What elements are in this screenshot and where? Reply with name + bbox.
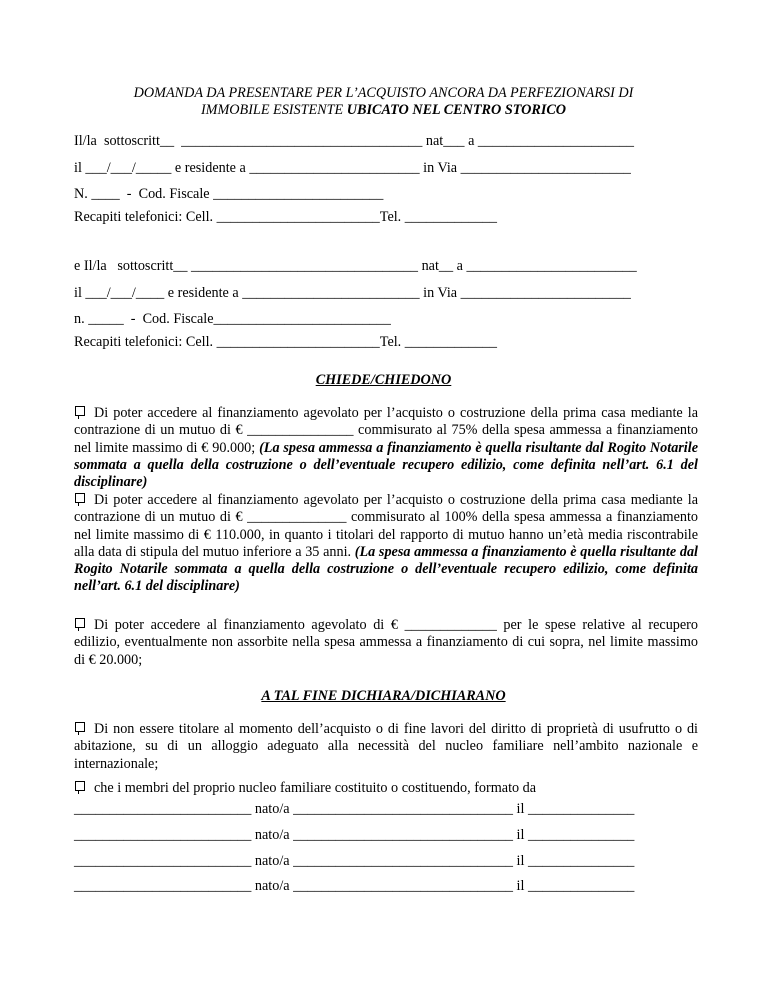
applicant2-fiscal-code-line[interactable]: n. _____ - Cod. Fiscale_________________________ bbox=[74, 311, 391, 327]
applicant1-birth-residence-line[interactable]: il ___/___/_____ e residente a ________________________ in Via ________________________ bbox=[74, 160, 631, 176]
declare-item-family bbox=[74, 780, 698, 797]
title-line-2 bbox=[74, 102, 693, 119]
title-line-2-normal: IMMOBILE ESISTENTE bbox=[200, 102, 347, 118]
family-member-row[interactable]: _________________________ nato/a _______________________________ il _______________ bbox=[74, 801, 635, 817]
request-option-75-text: Di poter accedere al finanziamento agevolato per l’acquisto o costruzione della prima casa mediante la contrazione di un mutuo di € _______________ commisurato al 75% della spesa ammessa a finanziamento nel limite massimo di € 90.000; bbox=[74, 405, 698, 456]
checkbox-icon[interactable] bbox=[75, 722, 85, 732]
declare-heading: A TAL FINE DICHIARA/DICHIARANO bbox=[261, 688, 506, 704]
title-line-2-bold: UBICATO NEL CENTRO STORICO bbox=[346, 102, 567, 118]
checkbox-icon[interactable] bbox=[75, 618, 85, 628]
request-option-renovation-text: Di poter accedere al finanziamento agevolato di € _____________ per le spese relative al recupero edilizio, eventualmente non assorbite nella spesa ammessa a finanziamento di cui sopra, nel limite massimo di € 20.000; bbox=[74, 617, 698, 668]
applicant1-fiscal-code-line[interactable]: N. ____ - Cod. Fiscale ________________________ bbox=[74, 186, 384, 202]
family-member-row[interactable]: _________________________ nato/a _______________________________ il _______________ bbox=[74, 878, 635, 894]
request-option-75-note: (La spesa ammessa a finanziamento è quella risultante dal Rogito Notarile sommata a quella della costruzione o dell’eventuale recupero edilizio, come definita nell’art. 6.1 del disciplinare) bbox=[74, 439, 698, 491]
family-member-row[interactable]: _________________________ nato/a _______________________________ il _______________ bbox=[74, 827, 635, 843]
applicant1-name-line[interactable]: Il/la sottoscritt__ __________________________________ nat___ a ______________________ bbox=[74, 133, 634, 149]
applicant2-phone-line[interactable]: Recapiti telefonici: Cell. _______________________Tel. _____________ bbox=[74, 334, 497, 350]
applicant1-phone-line[interactable]: Recapiti telefonici: Cell. _______________________Tel. _____________ bbox=[74, 209, 497, 225]
request-heading: CHIEDE/CHIEDONO bbox=[315, 372, 452, 388]
declare-item-ownership-text: Di non essere titolare al momento dell’acquisto o di fine lavori del diritto di proprietà di usufrutto o di abitazione, su di un alloggio adeguato alla necessità del nucleo familiare nell’ambito nazionale e internazionale; bbox=[74, 721, 698, 772]
applicant2-name-line[interactable]: e Il/la sottoscritt__ ________________________________ nat__ a ________________________ bbox=[74, 258, 637, 274]
request-option-100-text: Di poter accedere al finanziamento agevolato per l’acquisto o costruzione della prima casa mediante la contrazione di un mutuo di € ______________ commisurato al 100% della spesa ammessa a finanziamento nel limite massimo di € 110.000, in quanto i titolari del rapporto di mutuo hanno un’età media riscontrabile alla data di stipula del mutuo inferiore a 35 anni. bbox=[74, 492, 698, 560]
declare-item-family-text: che i membri del proprio nucleo familiare costituito o costituendo, formato da bbox=[94, 780, 537, 796]
applicant2-birth-residence-line[interactable]: il ___/___/____ e residente a _________________________ in Via ________________________ bbox=[74, 285, 631, 301]
request-option-100 bbox=[74, 492, 698, 596]
request-option-renovation bbox=[74, 617, 698, 669]
checkbox-icon[interactable] bbox=[75, 406, 85, 416]
checkbox-icon[interactable] bbox=[75, 781, 85, 791]
title-line-1: DOMANDA DA PRESENTARE PER L’ACQUISTO ANCORA DA PERFEZIONARSI DI bbox=[133, 85, 634, 101]
family-member-row[interactable]: _________________________ nato/a _______________________________ il _______________ bbox=[74, 853, 635, 869]
request-option-100-note: (La spesa ammessa a finanziamento è quella risultante dal Rogito Notarile sommata a quella della costruzione o dell’eventuale recupero edilizio, come definita nell’art. 6.1 del disciplinare) bbox=[74, 543, 698, 595]
declare-item-ownership bbox=[74, 721, 698, 773]
checkbox-icon[interactable] bbox=[75, 493, 85, 503]
document-title bbox=[74, 85, 693, 119]
request-option-75 bbox=[74, 405, 698, 491]
